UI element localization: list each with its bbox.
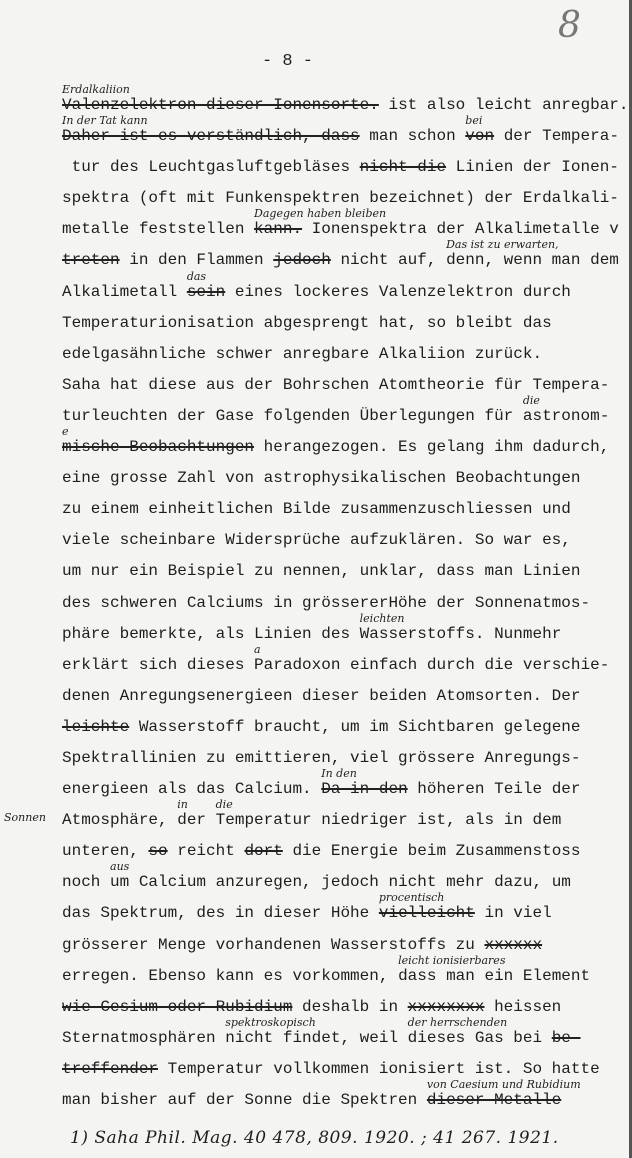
margin-note: Sonnen	[4, 811, 46, 824]
struck-text	[62, 251, 120, 269]
typed-text	[62, 376, 609, 394]
text-line	[62, 830, 632, 861]
text-line	[62, 1079, 632, 1110]
segment-text: treffender	[62, 1059, 159, 1078]
segment-text: tur des Leuchtgasluftgebläses	[62, 158, 360, 177]
segment-text: xxxxxx	[484, 935, 543, 954]
segment-text: treten	[62, 251, 120, 270]
text-line	[62, 799, 632, 830]
typed-text	[62, 1029, 225, 1047]
struck-text	[408, 998, 485, 1016]
document-body	[62, 84, 632, 1110]
handwritten-insertion: das	[186, 269, 207, 283]
typed-text	[340, 656, 609, 674]
typed-page-number: - 8 -	[262, 52, 314, 71]
text-line	[62, 488, 632, 519]
struck-text	[62, 425, 255, 457]
segment-text: man bisher auf der Sonne die Spektren	[62, 1091, 427, 1109]
struck-text	[360, 158, 446, 176]
typed-text	[129, 873, 571, 891]
segment-text: nicht auf,	[330, 251, 447, 270]
struck-text	[378, 891, 475, 923]
segment-text: sein	[186, 282, 226, 301]
segment-text: regbar.	[561, 96, 629, 114]
typed-text	[254, 642, 341, 674]
segment-text: dieses Gas bei	[407, 1028, 552, 1047]
segment-text: einfach durch die verschie-	[340, 655, 610, 674]
typed-text	[312, 811, 562, 829]
struck-text	[62, 1060, 158, 1078]
segment-text: zu einem einheitlichen Bilde zusammenzuschliessen und	[62, 500, 571, 519]
typed-text	[62, 904, 379, 922]
text-line	[62, 115, 632, 146]
typed-text	[542, 96, 561, 114]
typed-text	[225, 1015, 408, 1047]
segment-text: in den Flammen	[119, 251, 274, 270]
segment-text: niedriger ist, als in dem	[311, 811, 562, 830]
text-line	[62, 395, 632, 426]
typed-text	[62, 967, 398, 985]
segment-text: Wasserstoffs. Nunmehr	[359, 624, 562, 643]
text-line	[62, 644, 632, 675]
typed-text	[408, 780, 581, 798]
handwritten-insertion: spektroskopisch	[225, 1015, 316, 1029]
text-line	[62, 302, 632, 333]
segment-text: Temperatur	[215, 811, 312, 830]
segment-text: um nur ein Beispiel zu nennen, unklar, dass man Linien	[62, 562, 581, 581]
segment-text: Paradoxon	[254, 655, 341, 674]
text-line	[62, 582, 632, 613]
text-line	[62, 519, 632, 550]
segment-text: der	[177, 811, 207, 830]
struck-text	[62, 83, 379, 114]
typed-text	[62, 220, 254, 238]
handwritten-insertion: die	[215, 798, 233, 812]
typed-text	[484, 998, 561, 1016]
segment-text: der Tempera-	[494, 127, 619, 146]
typed-text	[561, 96, 628, 114]
segment-text: Da in den	[321, 780, 408, 799]
segment-text: dass man ein Element	[398, 966, 591, 985]
segment-text: ist also leicht	[378, 96, 543, 114]
handwritten-insertion: procentisch	[378, 891, 445, 905]
typed-text	[494, 127, 619, 145]
segment-text: die Energie beim Zusammenstoss	[282, 842, 581, 861]
handwritten-insertion: e	[62, 425, 69, 439]
text-line	[62, 892, 632, 923]
handwritten-insertion: die	[522, 393, 540, 407]
segment-text: Spektrallinien zu emittieren, viel grössere Anregungs-	[62, 748, 581, 767]
typed-text	[407, 1015, 552, 1047]
text-line	[62, 364, 632, 395]
typed-text	[62, 562, 580, 580]
text-line	[62, 1048, 632, 1079]
typed-text	[120, 251, 274, 269]
typed-text	[62, 283, 187, 301]
segment-text: nicht findet, weil	[225, 1028, 408, 1047]
struck-text	[273, 251, 331, 269]
struck-text	[426, 1078, 581, 1109]
segment-text: erregen. Ebenso kann es vorkommen,	[62, 966, 399, 985]
struck-text	[62, 718, 129, 736]
struck-text	[552, 1029, 581, 1047]
struck-text	[465, 114, 495, 146]
handwritten-insertion: a	[254, 642, 261, 656]
handwritten-insertion: Dagegen haben bleiben	[254, 207, 387, 221]
typed-text	[62, 314, 552, 332]
segment-text: Valenzelektron dieser Ionensorte.	[62, 96, 379, 114]
segment-text: eines lockeres Valenzelektron durch	[225, 282, 571, 301]
handwritten-insertion: aus	[110, 860, 130, 874]
handwritten-insertion: bei	[465, 114, 483, 128]
text-line	[62, 426, 632, 457]
text-line	[62, 177, 632, 208]
text-line	[62, 706, 632, 737]
segment-text: spektra (oft mit Funkenspektren bezeichnet) der Erdalkali-	[62, 189, 619, 208]
segment-text: energieen als das Calcium.	[62, 780, 322, 799]
segment-text: dort	[244, 842, 283, 861]
segment-text: denen Anregungsenergieen dieser beiden Atomsorten. Der	[62, 686, 581, 705]
handwritten-insertion: in	[177, 798, 188, 812]
typed-text	[206, 811, 216, 829]
handwritten-insertion: Erdalkaliion	[62, 83, 130, 96]
text-line	[62, 861, 632, 892]
segment-text: Ionenspektra der Alkalimetalle v	[302, 220, 619, 239]
struck-text	[62, 998, 292, 1016]
segment-text: von	[465, 127, 495, 146]
handwritten-insertion: der herrschenden	[407, 1015, 508, 1029]
segment-text: Calcium anzuregen, jedoch nicht mehr dazu, um	[129, 873, 571, 892]
segment-text: man schon	[359, 127, 466, 146]
segment-text: herangezogen. Es gelang ihm dadurch,	[254, 438, 610, 457]
text-line	[62, 457, 632, 488]
typed-text	[62, 842, 148, 860]
segment-text: Daher ist es verständlich, dass	[62, 127, 360, 146]
struck-text	[321, 767, 408, 799]
typed-text	[62, 1091, 427, 1109]
typed-text	[158, 1060, 600, 1078]
text-line	[62, 737, 632, 768]
segment-text: turleuchten der Gase folgenden Überlegungen für	[62, 406, 523, 425]
segment-text: Linien der Ionen-	[446, 158, 619, 177]
text-line	[62, 146, 632, 177]
text-line	[62, 675, 632, 706]
segment-text: astronom-	[522, 406, 610, 425]
text-line	[62, 768, 632, 799]
segment-text: metalle feststellen	[62, 220, 255, 239]
typed-text	[254, 438, 609, 456]
segment-text: höheren Teile der	[407, 780, 581, 799]
text-line	[62, 924, 632, 955]
typed-text	[62, 811, 177, 829]
typed-text	[446, 238, 619, 270]
footnote: 1) Saha Phil. Mag. 40 478, 809. 1920. ; 41 267. 1921.	[70, 1128, 559, 1148]
typed-text	[62, 687, 580, 705]
handwritten-insertion: leichten	[359, 611, 405, 625]
segment-text	[206, 811, 216, 829]
handwritten-insertion: Das ist zu erwarten,	[446, 238, 559, 252]
typed-text	[359, 611, 562, 643]
typed-text	[360, 127, 466, 145]
typed-text	[62, 189, 619, 207]
typed-text	[62, 625, 360, 643]
segment-text: in viel	[474, 904, 552, 923]
segment-text: nicht die	[359, 158, 447, 177]
typed-text	[225, 283, 571, 301]
typed-text	[398, 953, 591, 985]
segment-text: be-	[551, 1028, 581, 1047]
text-line	[62, 1017, 632, 1048]
segment-text: noch	[62, 873, 111, 892]
handwritten-page-number: 8	[558, 5, 581, 46]
segment-text: kann.	[254, 220, 303, 239]
typed-text	[177, 798, 207, 830]
segment-text: Alkalimetall	[62, 282, 187, 301]
typed-text	[522, 393, 610, 425]
typed-text	[62, 407, 523, 425]
text-line	[62, 271, 632, 302]
segment-text: grösserer Menge vorhandenen Wasserstoffs zu	[62, 935, 485, 954]
segment-text: xxxxxxxx	[407, 997, 485, 1016]
typed-text	[331, 251, 446, 269]
segment-text: mische Beobachtungen	[62, 438, 255, 457]
struck-text	[186, 269, 226, 301]
typed-text	[379, 96, 542, 114]
struck-text	[244, 842, 282, 860]
handwritten-insertion: leicht ionisierbares	[398, 953, 506, 967]
typed-text	[475, 904, 552, 922]
typed-text	[292, 998, 407, 1016]
text-line	[62, 550, 632, 581]
typed-text	[62, 780, 321, 798]
typed-text	[302, 220, 619, 238]
segment-text: des schweren Calciums in grössererHöhe der Sonnenatmos-	[62, 593, 591, 612]
text-line	[62, 208, 632, 239]
text-line	[62, 239, 632, 270]
struck-text	[62, 114, 360, 146]
segment-text: vielleicht	[378, 904, 475, 923]
segment-text: phäre bemerkte, als Linien des	[62, 624, 360, 643]
segment-text: Wasserstoff braucht, um im Sichtbaren gelegene	[129, 717, 581, 736]
segment-text: dieser Metalle	[426, 1091, 562, 1109]
typed-text	[62, 158, 360, 176]
segment-text: reicht	[167, 842, 245, 861]
segment-text: an	[542, 96, 562, 114]
handwritten-insertion: In der Tat kann	[62, 114, 148, 128]
segment-text: das Spektrum, des in dieser Höhe	[62, 904, 379, 923]
text-line	[62, 986, 632, 1017]
segment-text: eine grosse Zahl von astrophysikalischen Beobachtungen	[62, 469, 581, 488]
typed-text	[62, 500, 571, 518]
segment-text: Temperaturionisation abgesprengt hat, so bleibt das	[62, 313, 552, 332]
struck-text	[484, 936, 542, 954]
typed-text	[62, 749, 580, 767]
text-line	[62, 84, 632, 115]
text-line	[62, 333, 632, 364]
segment-text: erklärt sich dieses	[62, 655, 255, 674]
segment-text: jedoch	[273, 251, 331, 270]
text-line	[62, 613, 632, 644]
typed-text	[62, 873, 110, 891]
handwritten-insertion: von Caesium und Rubidium	[426, 1078, 581, 1091]
struck-text	[254, 207, 387, 239]
typed-text	[62, 469, 580, 487]
segment-text: edelgasähnliche schwer anregbare Alkaliion zurück.	[62, 344, 543, 363]
segment-text: wie Cesium oder Rubidium	[62, 997, 293, 1016]
typed-text	[129, 718, 580, 736]
typed-text	[168, 842, 245, 860]
segment-text: so	[148, 842, 168, 861]
segment-text: viele scheinbare Widersprüche aufzuklären. So war es,	[62, 531, 571, 550]
typed-text	[62, 594, 590, 612]
typed-text	[446, 158, 619, 176]
segment-text: leichte	[62, 717, 130, 736]
text-line	[62, 955, 632, 986]
segment-text: Saha hat diese aus der Bohrschen Atomtheorie für Tempera-	[62, 375, 610, 394]
segment-text: heissen	[484, 997, 562, 1016]
segment-text: unteren,	[62, 842, 149, 861]
handwritten-insertion: In den	[321, 767, 357, 781]
typed-text	[62, 936, 484, 954]
typed-text	[62, 345, 542, 363]
segment-text: deshalb in	[292, 997, 408, 1016]
segment-text: um	[110, 873, 130, 892]
segment-text: Temperatur vollkommen ionisiert ist. So hatte	[158, 1059, 600, 1078]
segment-text: Atmosphäre,	[62, 811, 178, 830]
segment-text: Sternatmosphären	[62, 1028, 226, 1047]
typed-text	[62, 531, 571, 549]
typed-text	[110, 860, 130, 892]
struck-text	[148, 842, 167, 860]
typed-text	[215, 798, 312, 830]
segment-text: denn, wenn man dem	[446, 251, 619, 270]
typed-text	[283, 842, 581, 860]
typed-text	[62, 656, 254, 674]
